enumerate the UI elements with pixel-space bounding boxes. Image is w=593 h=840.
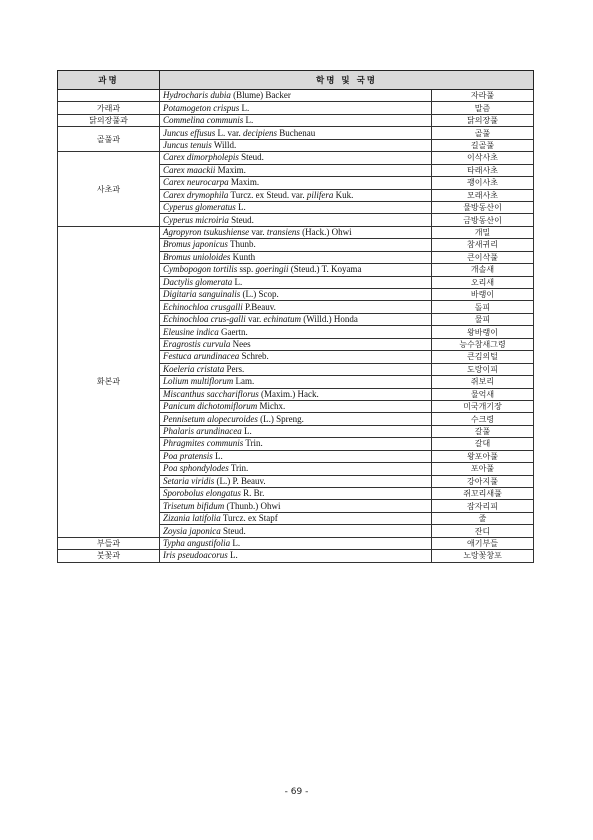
scientific-name-italic: Juncus tenuis [163, 139, 212, 150]
scientific-name-author: (L.) Spreng. [257, 413, 304, 424]
korean-name-cell: 쥐보리 [432, 376, 534, 388]
scientific-name-italic: transiens [266, 227, 300, 238]
korean-name-cell: 말즘 [432, 102, 534, 114]
family-cell: 사초과 [58, 152, 160, 227]
korean-name-cell: 금방동산이 [432, 214, 534, 226]
scientific-name-italic: Bromus unioloides [163, 251, 231, 262]
scientific-name-italic: Cyperus glomeratus [163, 202, 236, 213]
scientific-name-italic: Setaria viridis [163, 475, 215, 486]
scientific-name-cell [160, 326, 432, 338]
korean-name-cell: 갈풀 [432, 425, 534, 437]
scientific-name-cell [160, 239, 432, 251]
scientific-name-italic: Dactylis glomerata [163, 276, 233, 287]
table-row [58, 102, 534, 114]
scientific-name-italic: Digitaria sanguinalis [163, 289, 241, 300]
scientific-name-italic: Potamogeton crispus [163, 102, 240, 113]
table-row [58, 90, 534, 102]
scientific-name-cell [160, 363, 432, 375]
scientific-name-italic: Phragmites communis [163, 438, 244, 449]
scientific-name-cell [160, 512, 432, 524]
table-row [58, 550, 534, 562]
scientific-name-author: Thunb. [227, 239, 256, 250]
scientific-name-author: (Willd.) Honda [301, 314, 358, 325]
korean-name-cell: 미국개기장 [432, 400, 534, 412]
korean-name-cell: 왕포아풀 [432, 450, 534, 462]
scientific-name-author: L. [212, 450, 223, 461]
scientific-name-italic: Pennisetum alopecuroides [163, 413, 258, 424]
korean-name-cell: 능수참새그령 [432, 338, 534, 350]
korean-name-cell: 골풀 [432, 127, 534, 139]
scientific-name-italic: Carex dimorpholepis [163, 152, 239, 163]
scientific-name-italic: Phalaris arundinacea [163, 426, 242, 437]
korean-name-cell: 개밀 [432, 226, 534, 238]
korean-name-cell: 괭이사초 [432, 177, 534, 189]
scientific-name-author: Buchenau [277, 127, 316, 138]
scientific-name-italic: Carex maackii [163, 164, 216, 175]
scientific-name-cell [160, 90, 432, 102]
korean-name-cell: 노랑꽃창포 [432, 550, 534, 562]
scientific-name-author: Maxim. [228, 177, 260, 188]
scientific-name-italic: Juncus effusus [163, 127, 216, 138]
scientific-name-cell [160, 463, 432, 475]
scientific-name-cell [160, 226, 432, 238]
scientific-name-italic: Echinochloa crus-galli [163, 314, 246, 325]
scientific-name-cell [160, 189, 432, 201]
page-number: - 69 - [284, 787, 309, 797]
scientific-name-italic: Iris pseudoacorus [163, 550, 228, 561]
korean-name-cell: 닭의장풀 [432, 114, 534, 126]
scientific-name-cell [160, 376, 432, 388]
scientific-name-author: Trin. [243, 438, 263, 449]
scientific-name-cell [160, 102, 432, 114]
scientific-name-italic: Panicum dichotomiflorum [163, 401, 258, 412]
scientific-name-cell [160, 214, 432, 226]
scientific-name-cell [160, 313, 432, 325]
scientific-name-cell [160, 139, 432, 151]
scientific-name-cell [160, 525, 432, 537]
scientific-name-cell [160, 537, 432, 549]
species-table-container [57, 70, 533, 563]
scientific-name-author: ssp. [237, 264, 256, 275]
table-row [58, 114, 534, 126]
scientific-name-italic: goeringii [255, 264, 289, 275]
scientific-name-cell [160, 251, 432, 263]
korean-name-cell: 타래사초 [432, 164, 534, 176]
scientific-name-cell [160, 475, 432, 487]
korean-name-cell: 물피 [432, 313, 534, 325]
scientific-name-cell [160, 201, 432, 213]
korean-name-cell: 참새귀리 [432, 239, 534, 251]
scientific-name-cell [160, 264, 432, 276]
korean-name-cell: 큰김의털 [432, 351, 534, 363]
korean-name-cell: 개솔새 [432, 264, 534, 276]
scientific-name-author: (Steud.) T. Koyama [288, 264, 362, 275]
scientific-name-author: L. var. [215, 127, 243, 138]
scientific-name-author: (Blume) Backer [230, 90, 291, 101]
scientific-name-author: (L.) Scop. [240, 289, 279, 300]
scientific-name-cell [160, 276, 432, 288]
korean-name-cell: 잠자리피 [432, 500, 534, 512]
korean-name-cell: 쥐꼬리새풀 [432, 488, 534, 500]
scientific-name-cell [160, 351, 432, 363]
scientific-name-author: Kunth [230, 251, 256, 262]
scientific-name-cell [160, 400, 432, 412]
scientific-name-italic: Poa sphondylodes [163, 463, 229, 474]
table-row [58, 226, 534, 238]
korean-name-cell: 왕바랭이 [432, 326, 534, 338]
scientific-name-italic: Cyperus microiria [163, 214, 229, 225]
table-header-row [58, 71, 534, 90]
korean-name-cell: 물방동산이 [432, 201, 534, 213]
header-family: 과명 [58, 71, 160, 90]
scientific-name-author: Turcz. ex Steud. var. [228, 189, 307, 200]
scientific-name-italic: Echinochloa crusgalli [163, 301, 243, 312]
table-row [58, 152, 534, 164]
scientific-name-cell [160, 413, 432, 425]
scientific-name-cell [160, 114, 432, 126]
scientific-name-author: (L.) P. Beauv. [214, 475, 266, 486]
scientific-name-cell [160, 338, 432, 350]
scientific-name-cell [160, 164, 432, 176]
scientific-name-author: Schreb. [239, 351, 269, 362]
scientific-name-author: Steud. [228, 214, 254, 225]
scientific-name-author: Steud. [238, 152, 264, 163]
scientific-name-author: L. [241, 426, 252, 437]
scientific-name-author: Nees [230, 338, 251, 349]
scientific-name-author: Lam. [233, 376, 255, 387]
korean-name-cell: 돌피 [432, 301, 534, 313]
scientific-name-author: Maxim. [215, 164, 246, 175]
korean-name-cell: 길골풀 [432, 139, 534, 151]
scientific-name-author: var. [245, 314, 264, 325]
scientific-name-author: P.Beauv. [242, 301, 276, 312]
scientific-name-author: Gaertn. [218, 326, 248, 337]
scientific-name-italic: Cymbopogon tortilis [163, 264, 238, 275]
family-cell: 닭의장풀과 [58, 114, 160, 126]
korean-name-cell: 포아풀 [432, 463, 534, 475]
scientific-name-italic: Zoysia japonica [163, 525, 221, 536]
scientific-name-italic: Hydrocharis dubia [163, 90, 231, 101]
scientific-name-author: R. Br. [240, 488, 265, 499]
scientific-name-author: L. [235, 202, 246, 213]
scientific-name-italic: Agropyron tsukushiense [163, 227, 250, 238]
scientific-name-italic: decipiens [243, 127, 277, 138]
korean-name-cell: 강아지풀 [432, 475, 534, 487]
korean-name-cell: 물억새 [432, 388, 534, 400]
korean-name-cell: 모래사초 [432, 189, 534, 201]
korean-name-cell: 바랭이 [432, 289, 534, 301]
scientific-name-italic: Festuca arundinacea [163, 351, 240, 362]
scientific-name-italic: Carex neurocarpa [163, 177, 229, 188]
scientific-name-italic: Trisetum bifidum [163, 500, 225, 511]
scientific-name-cell [160, 438, 432, 450]
korean-name-cell: 줄 [432, 512, 534, 524]
korean-name-cell: 이삭사초 [432, 152, 534, 164]
family-cell [58, 90, 160, 102]
scientific-name-cell [160, 425, 432, 437]
korean-name-cell: 자라풀 [432, 90, 534, 102]
scientific-name-author: L. [232, 276, 243, 287]
scientific-name-italic: Eleusine indica [163, 326, 219, 337]
scientific-name-author: var. [249, 227, 267, 238]
scientific-name-cell [160, 289, 432, 301]
header-names: 학명 및 국명 [160, 71, 534, 90]
scientific-name-cell [160, 301, 432, 313]
scientific-name-author: Pers. [224, 363, 245, 374]
korean-name-cell: 수크령 [432, 413, 534, 425]
scientific-name-cell [160, 488, 432, 500]
scientific-name-author: L. [243, 115, 254, 126]
family-cell: 가래과 [58, 102, 160, 114]
scientific-name-italic: Commelina communis [163, 115, 244, 126]
scientific-name-author: (Hack.) Ohwi [299, 227, 352, 238]
table-body [58, 90, 534, 563]
scientific-name-author: (Maxim.) Hack. [258, 388, 319, 399]
family-cell: 부들과 [58, 537, 160, 549]
scientific-name-italic: pilifera [306, 189, 334, 200]
scientific-name-italic: Bromus japonicus [163, 239, 228, 250]
species-table [57, 70, 534, 563]
korean-name-cell: 큰이삭풀 [432, 251, 534, 263]
scientific-name-author: L. [227, 550, 238, 561]
korean-name-cell: 도랑이피 [432, 363, 534, 375]
korean-name-cell: 애기부들 [432, 537, 534, 549]
korean-name-cell: 오리새 [432, 276, 534, 288]
scientific-name-italic: echinatum [263, 314, 301, 325]
korean-name-cell: 잔디 [432, 525, 534, 537]
scientific-name-author: Trin. [228, 463, 249, 474]
table-row [58, 127, 534, 139]
scientific-name-author: Michx. [257, 401, 286, 412]
scientific-name-author: Steud. [220, 525, 246, 536]
scientific-name-author: L. [239, 102, 250, 113]
scientific-name-cell [160, 152, 432, 164]
scientific-name-cell [160, 550, 432, 562]
scientific-name-italic: Typha angustifolia [163, 537, 231, 548]
scientific-name-italic: Zizania latifolia [163, 513, 221, 524]
scientific-name-italic: Miscanthus sacchariflorus [163, 388, 259, 399]
scientific-name-cell [160, 388, 432, 400]
scientific-name-cell [160, 127, 432, 139]
scientific-name-italic: Sporobolus elongatus [163, 488, 241, 499]
scientific-name-cell [160, 177, 432, 189]
scientific-name-author: (Thunb.) Ohwi [224, 500, 281, 511]
family-cell: 골풀과 [58, 127, 160, 152]
scientific-name-author: L. [230, 537, 241, 548]
family-cell: 붓꽃과 [58, 550, 160, 562]
korean-name-cell: 갈대 [432, 438, 534, 450]
scientific-name-italic: Eragrostis curvula [163, 338, 231, 349]
scientific-name-cell [160, 500, 432, 512]
family-cell: 화본과 [58, 226, 160, 537]
scientific-name-author: Turcz. ex Stapf [220, 513, 278, 524]
scientific-name-italic: Koeleria cristata [163, 363, 225, 374]
scientific-name-italic: Lolium multiflorum [163, 376, 234, 387]
scientific-name-cell [160, 450, 432, 462]
scientific-name-italic: Carex drymophila [163, 189, 229, 200]
scientific-name-author: Willd. [211, 139, 237, 150]
table-row [58, 537, 534, 549]
scientific-name-italic: Poa pratensis [163, 450, 213, 461]
scientific-name-author: Kuk. [333, 189, 354, 200]
